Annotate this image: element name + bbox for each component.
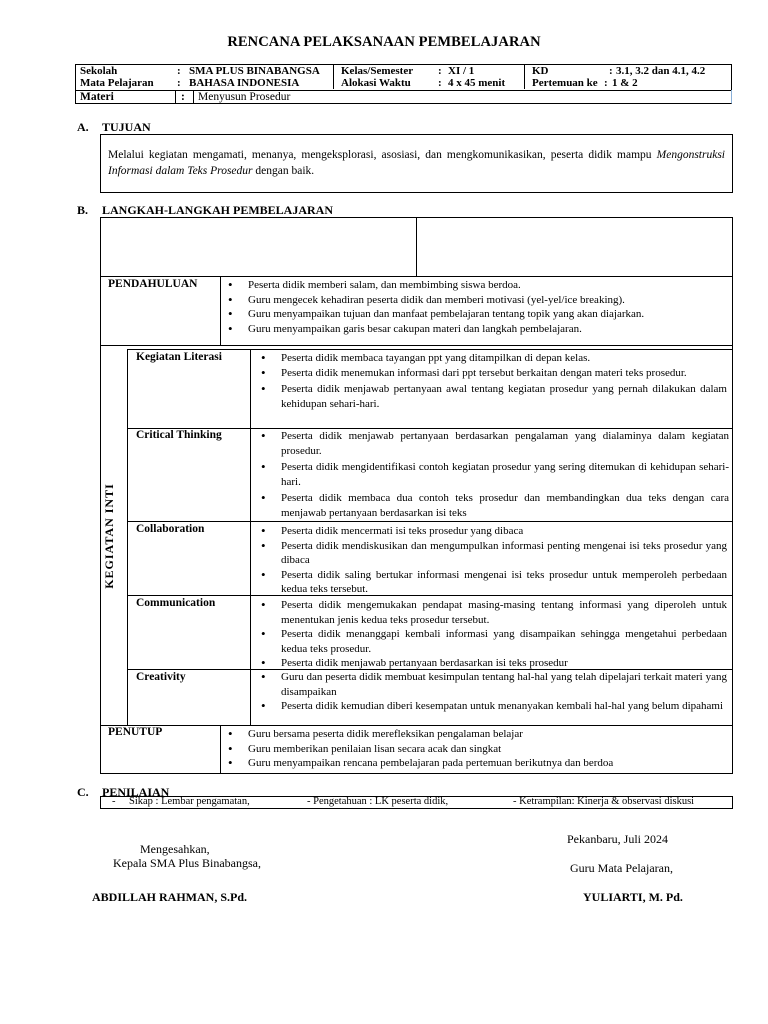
tujuan-text-part2: dengan baik. [252,165,315,177]
list-item: • Peserta didik saling bertukar informasi mengenai isi teks prosedur untuk memperoleh perbedaan kedua teks tersebut. [255,568,727,597]
creativity-list [255,670,727,714]
colon: : [604,77,608,89]
tujuan-text-italic: Mengonstruksi Informasi dalam Teks Prosedur [108,149,725,177]
pertemuan-label: Pertemuan ke [532,77,598,89]
list-item: • Peserta didik menjawab pertanyaan berdasarkan pengalaman yang dialaminya dalam kegiatan prosedur. [255,429,729,458]
penilaian-keterampilan: - Ketrampilan: Kinerja & observasi diskusi [513,796,695,807]
list-item: • Guru memberikan penilaian lisan secara acak dan singkat [222,742,727,757]
section-title: PENILAIAN [102,785,170,799]
pertemuan-value: 1 & 2 [612,77,638,89]
pendahuluan-label: PENDAHULUAN [108,278,198,290]
colon: : [177,77,181,89]
colon: : [181,91,185,103]
section-letter: C. [77,785,89,799]
sekolah-label: Sekolah [80,65,118,77]
penutup-list [222,727,727,771]
penilaian-pengetahuan: - Pengetahuan : LK peserta didik, [307,796,449,807]
section-title: LANGKAH-LANGKAH PEMBELAJARAN [102,203,334,217]
literasi-list [255,351,727,411]
list-item: • Guru bersama peserta didik merefleksikan pengalaman belajar [222,727,727,742]
list-item: • Guru menyampaikan tujuan dan manfaat pembelajaran tentang topik yang akan diajarkan. [222,307,727,322]
place-date: Pekanbaru, Juli 2024 [567,832,668,846]
list-item: • Peserta didik menjawab pertanyaan awal tentang kegiatan prosedur yang pernah dilakukan dalam kehidupan sehari-hari. [255,382,727,411]
list-item: • Peserta didik kemudian diberi kesempatan untuk menanyakan kembali hal-hal yang belum dipahami [255,699,727,714]
list-item: • Peserta didik membaca dua contoh teks prosedur dan membandingkan dua teks dengan cara menjawab pertanyaan berdasarkan isi teks [255,491,729,520]
pendahuluan-list [222,278,727,336]
kepala-sekolah-name: ABDILLAH RAHMAN, S.Pd. [92,890,248,904]
guru-name: YULIARTI, M. Pd. [583,890,683,904]
communication-label: Communication [136,597,216,609]
list-item: • Guru dan peserta didik membuat kesimpulan tentang hal-hal yang telah dipelajari terkait materi yang disampaikan [255,670,727,699]
kelas-value: XI / 1 [448,65,475,77]
guru-title: Guru Mata Pelajaran, [570,861,673,875]
section-letter: B. [77,203,89,217]
colon: : [438,77,442,89]
list-item: • Peserta didik menemukan informasi dari ppt tersebut berkaitan dengan materi teks prosedur. [255,366,727,381]
penilaian-dash: - [112,796,116,807]
kegiatan-inti-label: KEGIATAN INTI [102,483,116,589]
creativity-label: Creativity [136,671,186,683]
kd-value: 3.1, 3.2 dan 4.1, 4.2 [616,65,706,77]
alokasi-value: 4 x 45 menit [448,77,506,89]
list-item: • Guru mengecek kehadiran peserta didik dan memberi motivasi (yel-yel/ice breaking). [222,293,727,308]
colon: : [438,65,442,77]
materi-value: Menyusun Prosedur [198,91,291,103]
mapel-label: Mata Pelajaran [80,77,154,89]
section-letter: A. [77,120,89,134]
list-item: • Peserta didik mencermati isi teks prosedur yang dibaca [255,524,727,539]
list-item: • Peserta didik mendiskusikan dan mengumpulkan informasi penting mengenai isi teks prosedur yang dibaca [255,539,727,568]
mengesahkan-text: Mengesahkan, [140,842,210,856]
literasi-label: Kegiatan Literasi [136,351,222,363]
critical-thinking-label: Critical Thinking [136,429,222,441]
colon: : [609,65,613,77]
collaboration-list [255,524,727,597]
document-title: RENCANA PELAKSANAAN PEMBELAJARAN [227,34,541,50]
kepala-sekolah-title: Kepala SMA Plus Binabangsa, [113,856,261,870]
kd-label: KD [532,65,549,77]
materi-label: Materi [80,91,114,103]
kelas-label: Kelas/Semester [341,65,414,77]
communication-list [255,598,727,671]
penilaian-sikap: Sikap : Lembar pengamatan, [129,796,250,807]
list-item: • Peserta didik mengemukakan pendapat masing-masing tentang informasi yang diperoleh untuk menentukan jenis kedua teks prosedur tersebut. [255,598,727,627]
tujuan-text-part1: Melalui kegiatan mengamati, menanya, mengeksplorasi, asosiasi, dan mengkomunikasikan, peserta didik mampu [108,149,652,161]
alokasi-label: Alokasi Waktu [341,77,411,89]
list-item: • Peserta didik menjawab pertanyaan berdasarkan isi teks prosedur [255,656,727,671]
mapel-value: BAHASA INDONESIA [189,77,300,89]
list-item: • Peserta didik memberi salam, dan membimbing siswa berdoa. [222,278,727,293]
list-item: • Guru menyampaikan rencana pembelajaran pada pertemuan berikutnya dan berdoa [222,756,727,771]
list-item: • Peserta didik mengidentifikasi contoh kegiatan prosedur yang sering ditemukan di kehidupan sehari-hari. [255,460,729,489]
list-item: • Peserta didik membaca tayangan ppt yang ditampilkan di depan kelas. [255,351,727,366]
colon: : [177,65,181,77]
section-title: TUJUAN [102,120,151,134]
penutup-label: PENUTUP [108,726,163,738]
sekolah-value: SMA PLUS BINABANGSA [189,65,320,77]
list-item: • Peserta didik menanggapi kembali informasi yang disampaikan sehingga mengetahui perbedaan kedua teks prosedur. [255,627,727,656]
collaboration-label: Collaboration [136,523,205,535]
critical-thinking-list [255,429,729,520]
list-item: • Guru menyampaikan garis besar cakupan materi dan langkah pembelajaran. [222,322,727,337]
